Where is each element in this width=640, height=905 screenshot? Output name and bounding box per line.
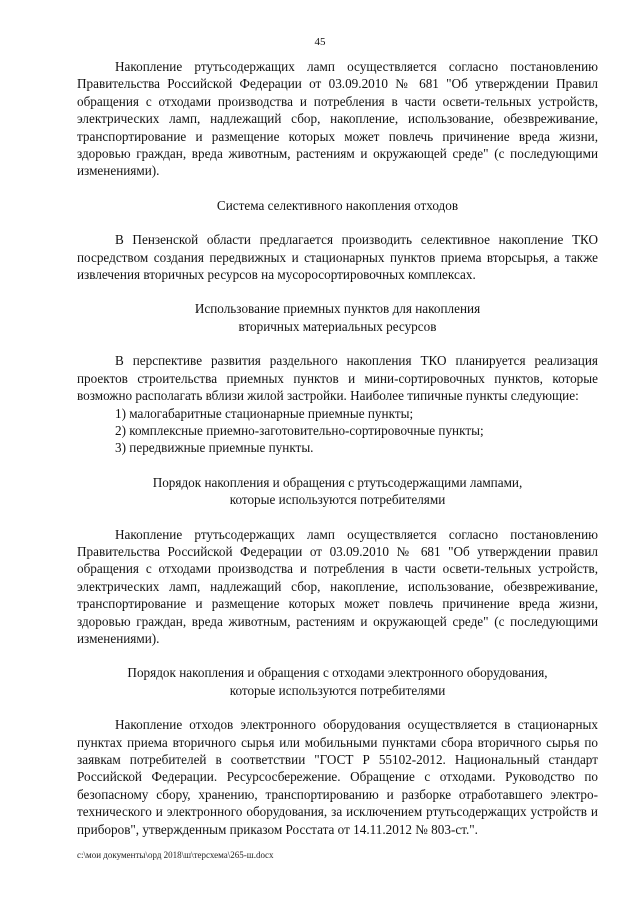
heading-mercury-lamps bbox=[77, 474, 598, 509]
list-item: 1) малогабаритные стационарные приемные пункты; bbox=[115, 405, 414, 421]
heading-mercury-lamps-line1: Порядок накопления и обращения с ртутьсодержащими лампами, bbox=[152, 474, 523, 490]
heading-selective-collection: Система селективного накопления отходов bbox=[216, 197, 459, 213]
document-body bbox=[77, 58, 598, 838]
list-item: 2) комплексные приемно-заготовительно-сортировочные пункты; bbox=[115, 422, 484, 438]
paragraph-selective-collection: В Пензенской области предлагается производить селективное накопление ТКО посредством создания передвижных и стационарных пунктов приема вторсырья, а также извлечения вторичных ресурсов на мусоросортировочных комплексах. bbox=[77, 232, 598, 283]
heading-reception-points-line2: вторичных материальных ресурсов bbox=[238, 318, 437, 334]
paragraph-reception-points: В перспективе развития раздельного накопления ТКО планируется реализация проектов строительства приемных пунктов и мини-сортировочных пунктов, которые возможно располагать вблизи жилой застройки. Наиболее типичные пункты следующие: bbox=[77, 353, 598, 404]
heading-electronic-waste-line1: Порядок накопления и обращения с отходами электронного оборудования, bbox=[127, 665, 548, 681]
page-number: 45 bbox=[314, 36, 326, 48]
heading-electronic-waste bbox=[77, 664, 598, 699]
footer-file-path: c:\мои документы\орд 2018\ш\терсхема\265-ш.docx bbox=[77, 850, 274, 860]
paragraph-electronic-waste: Накопление отходов электронного оборудования осуществляется в стационарных пунктах приема вторичного сырья или мобильными пунктами сбора вторичного сырья по заявкам потребителей в соответствии "ГОСТ Р 55102-2012. Национальный стандарт Российской Федерации. Ресурсосбережение. Обращение с отходами. Руководство по безопасному сбору, хранению, транспортированию и разборке отработавшего электро-технического и электронного оборудования, за исключением ртутьсодержащих устройств и приборов", утвержденным приказом Росстата от 14.11.2012 № 803-ст.". bbox=[77, 717, 598, 837]
paragraph-mercury-lamps-intro: Накопление ртутьсодержащих ламп осуществляется согласно постановлению Правительства Российской Федерации от 03.09.2010 № 681 "Об утверждении Правил обращения с отходами производства и потребления в части освети-тельных устройств, электрических ламп, надлежащий сбор, накопление, использование, обезвреживание, транспортирование и размещение которых может повлечь причинение вреда жизни, здоровью граждан, вреда животным, растениям и окружающей среде" (с последующими изменениями). bbox=[77, 59, 598, 179]
heading-reception-points-line1: Использование приемных пунктов для накопления bbox=[194, 301, 481, 317]
heading-electronic-waste-line2: которые используются потребителями bbox=[229, 682, 446, 698]
heading-mercury-lamps-line2: которые используются потребителями bbox=[229, 492, 446, 508]
list-item: 3) передвижные приемные пункты. bbox=[115, 440, 314, 456]
paragraph-mercury-lamps: Накопление ртутьсодержащих ламп осуществляется согласно постановлению Правительства Российской Федерации от 03.09.2010 № 681 "Об утверждении правил обращения с отходами производства и потребления в части освети-тельных устройств, электрических ламп, надлежащий сбор, накопление, использование, обезвреживание, транспортирование и размещение которых может повлечь причинение вреда жизни, здоровью граждан, вреда животным, растениям и окружающей среде" (с последующими изменениями). bbox=[77, 526, 598, 646]
heading-reception-points bbox=[77, 300, 598, 335]
